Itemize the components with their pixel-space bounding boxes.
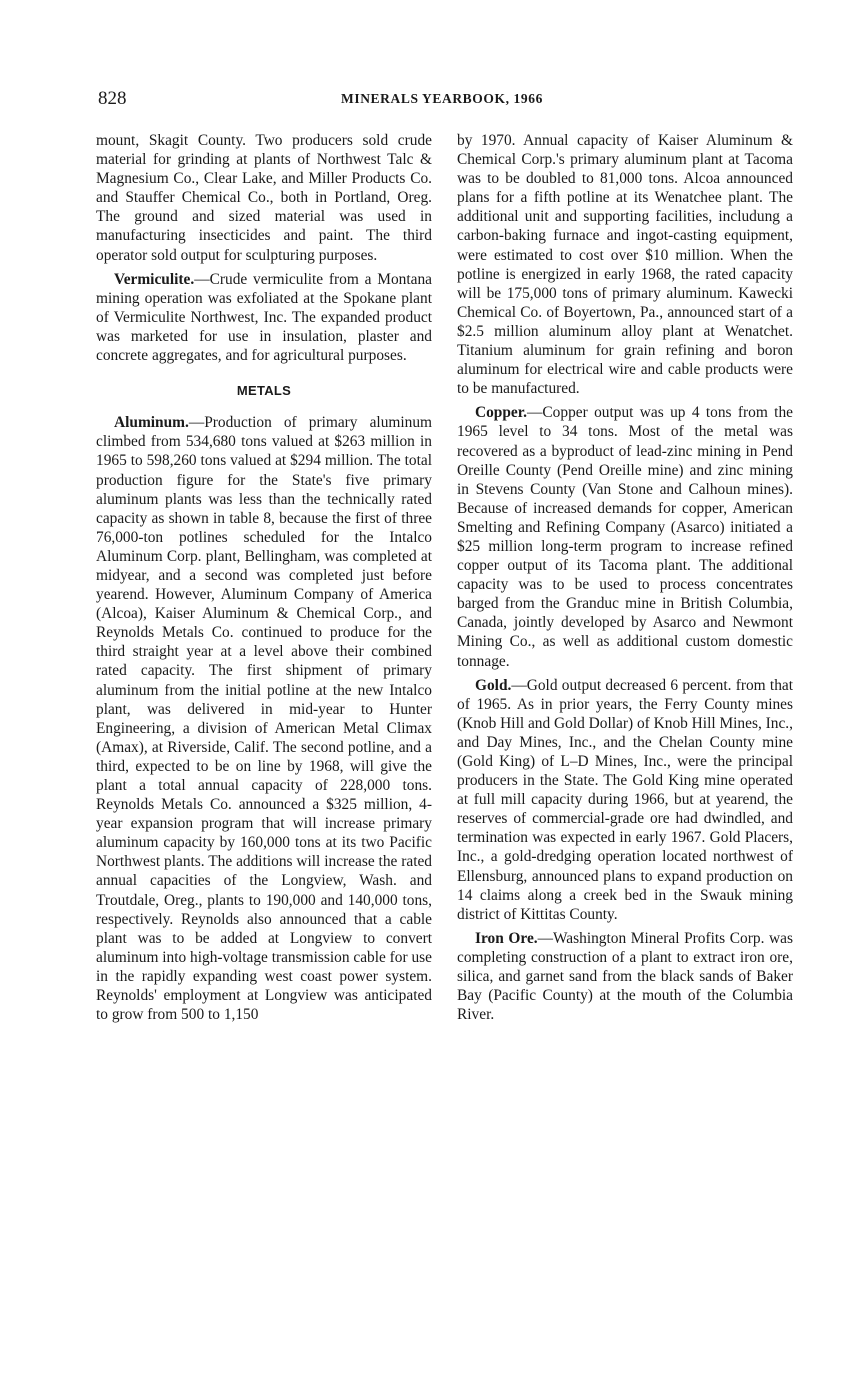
left-column	[96, 131, 432, 1029]
right-column	[457, 131, 793, 1029]
vermiculite-run-in-heading: Vermiculite.	[114, 270, 195, 288]
iron-ore-text: —Washington Mineral Profits Corp. was completing construction of a plant to extract iron ore, silica, and garnet sand from the black sands of Baker Bay (Pacific County) at the mouth of the Columbia River.	[457, 929, 793, 1024]
vermiculite-text: —Crude vermiculite from a Montana mining operation was exfoliated at the Spokane plant of Vermiculite Northwest, Inc. The expanded product was marketed for use in insulation, plaster and concrete aggregates, and for agricultural purposes.	[96, 270, 432, 365]
page-number: 828	[98, 88, 127, 109]
gold-text: —Gold output decreased 6 percent. from that of 1965. As in prior years, the Ferry County mines (Knob Hill and Gold Dollar) of Knob Hill Mines, Inc., and Day Mines, Inc., and the Chelan County mine (Gold King) of L–D Mines, Inc., were the principal producers in the State. The Gold King mine operated at full mill capacity during 1966, but at yearend, the reserves of commercial-grade ore had dwindled, and termination was expected in early 1967. Gold Placers, Inc., a gold-dredging operation located northwest of Ellensburg, announced plans to expand production on 14 claims along a creek bed in the Swauk mining district of Kittitas County.	[457, 676, 793, 923]
copper-paragraph	[457, 403, 793, 670]
page-header	[98, 88, 798, 112]
aluminum-paragraph	[96, 413, 432, 1024]
iron-ore-run-in-heading: Iron Ore.	[475, 929, 538, 947]
running-title: MINERALS YEARBOOK, 1966	[341, 91, 543, 106]
aluminum-text: —Production of primary aluminum climbed from 534,680 tons valued at $263 million in 1965 to 598,260 tons valued at $294 million. The total production figure for the State's five primary aluminum plants was less than the technically rated capacity as shown in table 8, because the first of three 76,000-ton potlines scheduled for the Intalco Aluminum Corp. plant, Bellingham, was completed at midyear, and a second was completed just before yearend. However, Aluminum Company of America (Alcoa), Kaiser Aluminum & Chemical Corp., and Reynolds Metals Co. continued to produce for the third straight year at a level above their combined rated capacity. The first shipment of primary aluminum from the initial potline at the new Intalco plant, was delivered in mid-year to Hunter Engineering, a division of American Metal Climax (Amax), at Riverside, Calif. The second potline, and a third, expected to be on line by 1968, will give the plant a total annual capacity of 228,000 tons. Reynolds Metals Co. announced a $325 million, 4-year expansion program that will increase primary aluminum capacity by 160,000 tons at its two Pacific Northwest plants. The additions will increase the rated annual capacities of the Longview, Wash. and Troutdale, Oreg., plants to 190,000 and 140,000 tons, respectively. Reynolds also announced that a cable plant was to be added at Longview to convert aluminum into high-voltage transmission cable for use in the rapidly expanding west coast power system. Reynolds' employment at Longview was anticipated to grow from 500 to 1,150	[96, 414, 432, 1024]
gold-run-in-heading: Gold.	[475, 676, 512, 694]
section-heading-metals: METALS	[236, 383, 292, 399]
copper-text: —Copper output was up 4 tons from the 1965 level to 34 tons. Most of the metal was recovered as a byproduct of lead-zinc mining in Pend Oreille County (Pend Oreille mine) and zinc mining in Stevens County (Van Stone and Calhoun mines). Because of increased demands for copper, American Smelting and Refining Company (Asarco) initiated a $25 million long-term program to increase refined copper output of its Tacoma plant. The additional capacity was to be used to process concentrates barged from the Granduc mine in British Columbia, Canada, jointly developed by Asarco and Newmont Mining Co., as well as additional custom domestic tonnage.	[457, 404, 793, 670]
gold-paragraph	[457, 676, 793, 924]
vermiculite-paragraph	[96, 270, 432, 365]
talc-continuation-paragraph: mount, Skagit County. Two producers sold crude material for grinding at plants of Northwest Talc & Magnesium Co., Clear Lake, and Miller Products Co. and Stauffer Chemical Co., both in Portland, Oreg. The ground and sized material was used in manufacturing insecticides and paint. The third operator sold output for sculpturing purposes.	[96, 132, 432, 264]
copper-run-in-heading: Copper.	[475, 404, 528, 422]
aluminum-run-in-heading: Aluminum.	[114, 414, 189, 432]
iron-ore-paragraph	[457, 929, 793, 1024]
aluminum-continuation-paragraph: by 1970. Annual capacity of Kaiser Aluminum & Chemical Corp.'s primary aluminum plant at Tacoma was to be doubled to 81,000 tons. Alcoa announced plans for a fifth potline at its Wenatchee plant. The additional unit and supporting facilities, includung a carbon-baking furnace and ingot-casting equipment, were estimated to cost over $10 million. When the potline is energized in early 1968, the rated capacity will be 175,000 tons of primary aluminum. Kawecki Chemical Co. of Boyertown, Pa., announced start of a $2.5 million aluminum alloy plant at Wenatchet. Titanium aluminum for grain refining and boron aluminum for electrical wire and cable products were to be manufactured.	[457, 132, 793, 398]
